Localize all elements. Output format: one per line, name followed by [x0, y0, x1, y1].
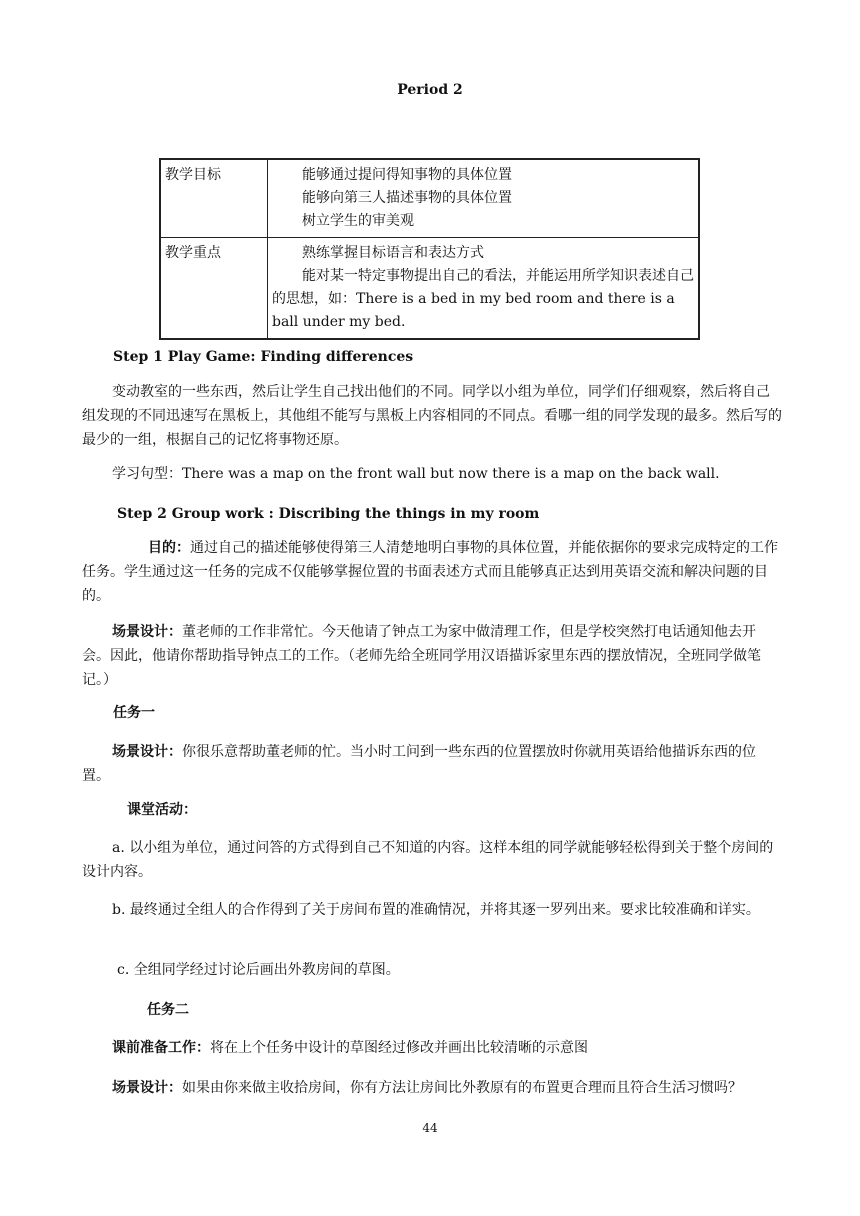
- scene-text: 如果由你来做主收拾房间，你有方法让房间比外教原有的布置更合理而且符合生活习惯吗？: [182, 1080, 742, 1096]
- scene-label: 场景设计：: [112, 744, 182, 760]
- row-label-key-points: 教学重点: [160, 238, 268, 340]
- activity-label: 课堂活动：: [127, 802, 197, 818]
- task2-prep: [82, 1036, 782, 1060]
- task2-scene: [82, 1076, 782, 1100]
- scene-text: 董老师的工作非常忙。今天他请了钟点工为家中做清理工作，但是学校突然打电话通知他去开会。因此，他请你帮助指导钟点工的工作。（老师先给全班同学用汉语描诉家里东西的摆放情况，全班同学做笔记。）: [82, 624, 761, 688]
- activity-a: a. 以小组为单位，通过问答的方式得到自己不知道的内容。这样本组的同学就能够轻松得到关于整个房间的设计内容。: [82, 840, 774, 880]
- table-row: [160, 159, 699, 238]
- goal-item: 能够向第三人描述事物的具体位置: [302, 190, 512, 206]
- key-points-cell: [268, 238, 700, 340]
- scene-label: 场景设计：: [112, 1080, 182, 1096]
- step2-scene: [82, 620, 782, 692]
- key-point-item: 能对某一特定事物提出自己的看法，并能运用所学知识表述自己的思想，如：There is a bed in my bed room and there is a ball under my bed.: [272, 268, 694, 330]
- purpose-text: 通过自己的描述能够使得第三人清楚地明白事物的具体位置，并能依据你的要求完成特定的工作任务。学生通过这一任务的完成不仅能够掌握位置的书面表述方式而且能够真正达到用英语交流和解决问题的目的。: [82, 540, 778, 604]
- prep-text: 将在上个任务中设计的草图经过修改并画出比较清晰的示意图: [210, 1040, 588, 1056]
- task1-scene: [82, 740, 782, 788]
- prep-label: 课前准备工作：: [112, 1040, 210, 1056]
- step1-heading: Step 1 Play Game: Finding differences: [113, 349, 414, 365]
- step2-purpose: [82, 536, 782, 608]
- purpose-label: 目的：: [148, 540, 190, 556]
- goal-item: 树立学生的审美观: [302, 213, 414, 229]
- scene-text: 你很乐意帮助董老师的忙。当小时工问到一些东西的位置摆放时你就用英语给他描诉东西的位置。: [82, 744, 756, 784]
- activity-b: b. 最终通过全组人的合作得到了关于房间布置的准确情况，并将其逐一罗列出来。要求比较准确和详实。: [112, 902, 760, 918]
- objectives-table: [159, 158, 700, 340]
- scene-label: 场景设计：: [112, 624, 182, 640]
- task1-heading: 任务一: [113, 705, 155, 721]
- key-point-item: 熟练掌握目标语言和表达方式: [302, 245, 484, 261]
- row-label-goals: 教学目标: [160, 159, 268, 238]
- task2-heading: 任务二: [147, 1002, 189, 1018]
- table-row: [160, 238, 699, 340]
- step2-heading: Step 2 Group work : Discribing the things in my room: [117, 506, 540, 522]
- goals-cell: [268, 159, 700, 238]
- activity-c: c. 全组同学经过讨论后画出外教房间的草图。: [117, 962, 400, 978]
- goal-item: 能够通过提问得知事物的具体位置: [302, 167, 512, 183]
- step1-body: 变动教室的一些东西，然后让学生自己找出他们的不同。同学以小组为单位，同学们仔细观察，然后将自己组发现的不同迅速写在黑板上，其他组不能写与黑板上内容相同的不同点。看哪一组的同学发现的最多。然后写的最少的一组，根据自己的记忆将事物还原。: [82, 384, 782, 448]
- page-number: 44: [422, 1121, 438, 1135]
- page-title: Period 2: [397, 82, 463, 98]
- step1-pattern: 学习句型：There was a map on the front wall but now there is a map on the back wall.: [112, 466, 720, 482]
